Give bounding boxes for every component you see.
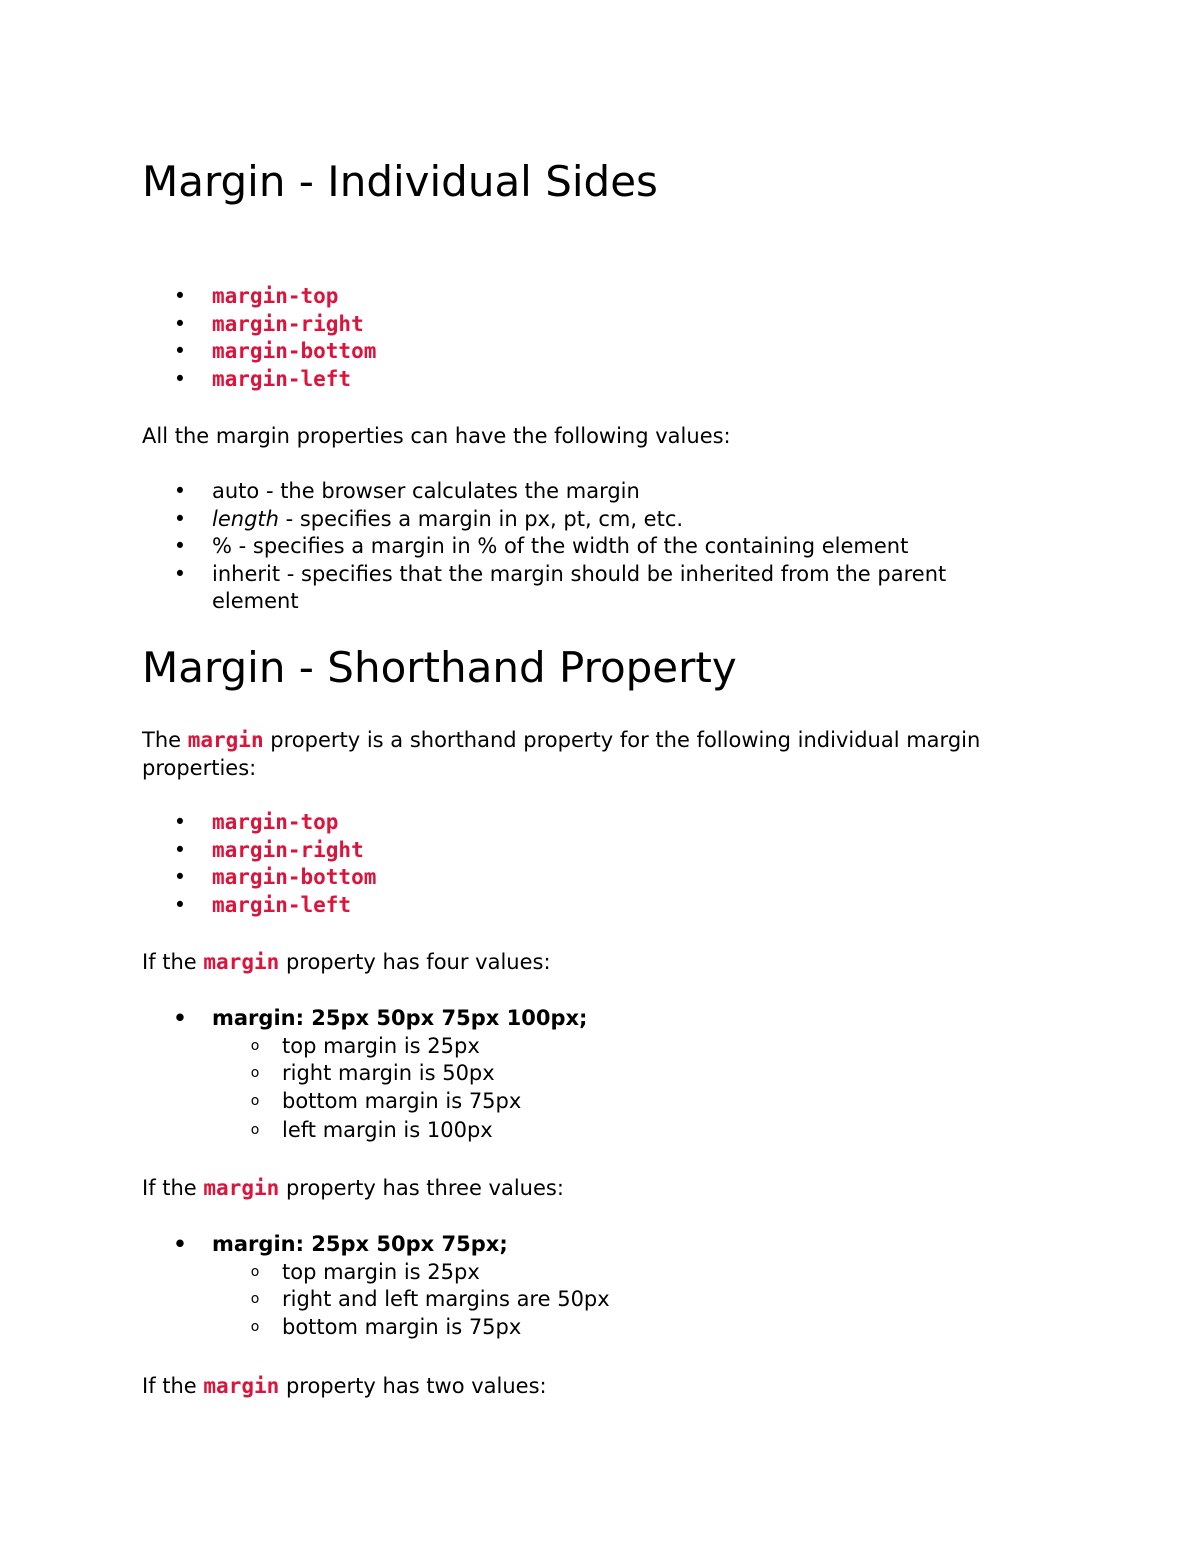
- example-declaration: margin: 25px 50px 75px 100px;: [212, 1006, 588, 1030]
- two-values-lead: [142, 1372, 547, 1400]
- example-declaration: margin: 25px 50px 75px;: [212, 1232, 508, 1256]
- sub-item-text: bottom margin is 75px: [282, 1088, 522, 1113]
- lead-text: If the: [142, 1176, 204, 1200]
- code-property: margin-left: [212, 366, 352, 391]
- value-term: inherit: [212, 561, 281, 586]
- sub-list-item: [142, 1117, 587, 1145]
- list-item: [142, 283, 376, 311]
- bullet-icon: •: [173, 561, 187, 586]
- code-property: margin-bottom: [212, 339, 377, 363]
- value-term: auto: [212, 479, 260, 503]
- sub-item-text: top margin is 25px: [282, 1033, 480, 1058]
- bullet-icon: •: [173, 1232, 187, 1256]
- code-margin: margin: [203, 1176, 280, 1200]
- bullet-icon: •: [173, 837, 187, 862]
- bullet-icon: •: [173, 1006, 187, 1030]
- sub-item-text: bottom margin is 75px: [282, 1314, 522, 1339]
- bullet-icon: •: [173, 892, 187, 917]
- heading-shorthand-property: Margin - Shorthand Property: [142, 643, 737, 692]
- sub-list-item: [142, 1060, 587, 1088]
- values-intro: All the margin properties can have the following values:: [142, 424, 731, 448]
- list-item: [142, 366, 376, 394]
- list-item: [142, 809, 376, 837]
- code-property: margin-top: [212, 810, 339, 834]
- list-item: [142, 478, 946, 506]
- individual-properties-list: [142, 283, 376, 393]
- value-term: element: [212, 589, 299, 613]
- code-property: margin-right: [212, 311, 364, 336]
- code-margin: margin: [203, 1374, 280, 1398]
- circle-bullet-icon: o: [250, 1291, 260, 1307]
- sub-item-text: right margin is 50px: [282, 1061, 495, 1085]
- code-property: margin-bottom: [212, 865, 377, 889]
- bullet-icon: •: [173, 311, 187, 336]
- lead-text: If the: [142, 950, 204, 974]
- values-list: [142, 478, 946, 616]
- list-item-continuation: [142, 588, 946, 616]
- sub-list-item: [142, 1314, 610, 1342]
- code-margin: margin: [187, 728, 264, 752]
- bullet-icon: •: [173, 506, 187, 531]
- value-term: %: [212, 534, 232, 558]
- three-values-lead: [142, 1174, 564, 1202]
- circle-bullet-icon: o: [250, 1065, 260, 1081]
- three-values-list: [142, 1231, 610, 1341]
- intro-text: property is a shorthand property for the following individual margin: [263, 728, 981, 752]
- bullet-icon: •: [173, 339, 187, 363]
- heading-individual-sides: Margin - Individual Sides: [142, 157, 658, 206]
- four-values-list: [142, 1005, 587, 1145]
- bullet-icon: •: [173, 534, 187, 558]
- sub-list-item: [142, 1088, 587, 1116]
- list-item: [142, 561, 946, 589]
- code-margin: margin: [203, 950, 280, 974]
- lead-text: property has three values:: [279, 1176, 564, 1200]
- list-item: [142, 506, 946, 534]
- list-item: [142, 837, 376, 865]
- circle-bullet-icon: o: [250, 1092, 260, 1109]
- value-term: length: [212, 506, 279, 531]
- bullet-icon: •: [173, 865, 187, 889]
- list-item: [142, 338, 376, 366]
- list-item: [142, 1231, 610, 1259]
- code-property: margin-top: [212, 284, 339, 308]
- code-property: margin-right: [212, 837, 364, 862]
- bullet-icon: •: [173, 366, 187, 391]
- list-item: [142, 533, 946, 561]
- value-desc: - specifies a margin in px, pt, cm, etc.: [278, 506, 684, 531]
- circle-bullet-icon: o: [250, 1263, 260, 1280]
- bullet-icon: •: [173, 810, 187, 834]
- lead-text: property has two values:: [279, 1374, 547, 1398]
- sub-item-text: left margin is 100px: [282, 1118, 493, 1142]
- value-desc: - specifies that the margin should be inherited from the parent: [280, 561, 947, 586]
- sub-list-item: [142, 1259, 610, 1287]
- sub-item-text: top margin is 25px: [282, 1259, 480, 1284]
- shorthand-intro: [142, 726, 980, 754]
- sub-list-item: [142, 1286, 610, 1314]
- lead-text: property has four values:: [279, 950, 551, 974]
- circle-bullet-icon: o: [250, 1122, 260, 1138]
- value-desc: - the browser calculates the margin: [259, 479, 640, 503]
- list-item: [142, 864, 376, 892]
- shorthand-properties-list: [142, 809, 376, 919]
- circle-bullet-icon: o: [250, 1318, 260, 1335]
- value-desc: - specifies a margin in % of the width of the containing element: [231, 534, 909, 558]
- code-property: margin-left: [212, 892, 352, 917]
- bullet-icon: •: [173, 284, 187, 308]
- list-item: [142, 892, 376, 920]
- list-item: [142, 311, 376, 339]
- list-item: [142, 1005, 587, 1033]
- bullet-icon: •: [173, 479, 187, 503]
- four-values-lead: [142, 948, 551, 976]
- sub-list-item: [142, 1033, 587, 1061]
- shorthand-intro-line2: properties:: [142, 756, 257, 780]
- circle-bullet-icon: o: [250, 1037, 260, 1054]
- lead-text: If the: [142, 1374, 204, 1398]
- intro-text: The: [142, 728, 188, 752]
- sub-item-text: right and left margins are 50px: [282, 1287, 610, 1311]
